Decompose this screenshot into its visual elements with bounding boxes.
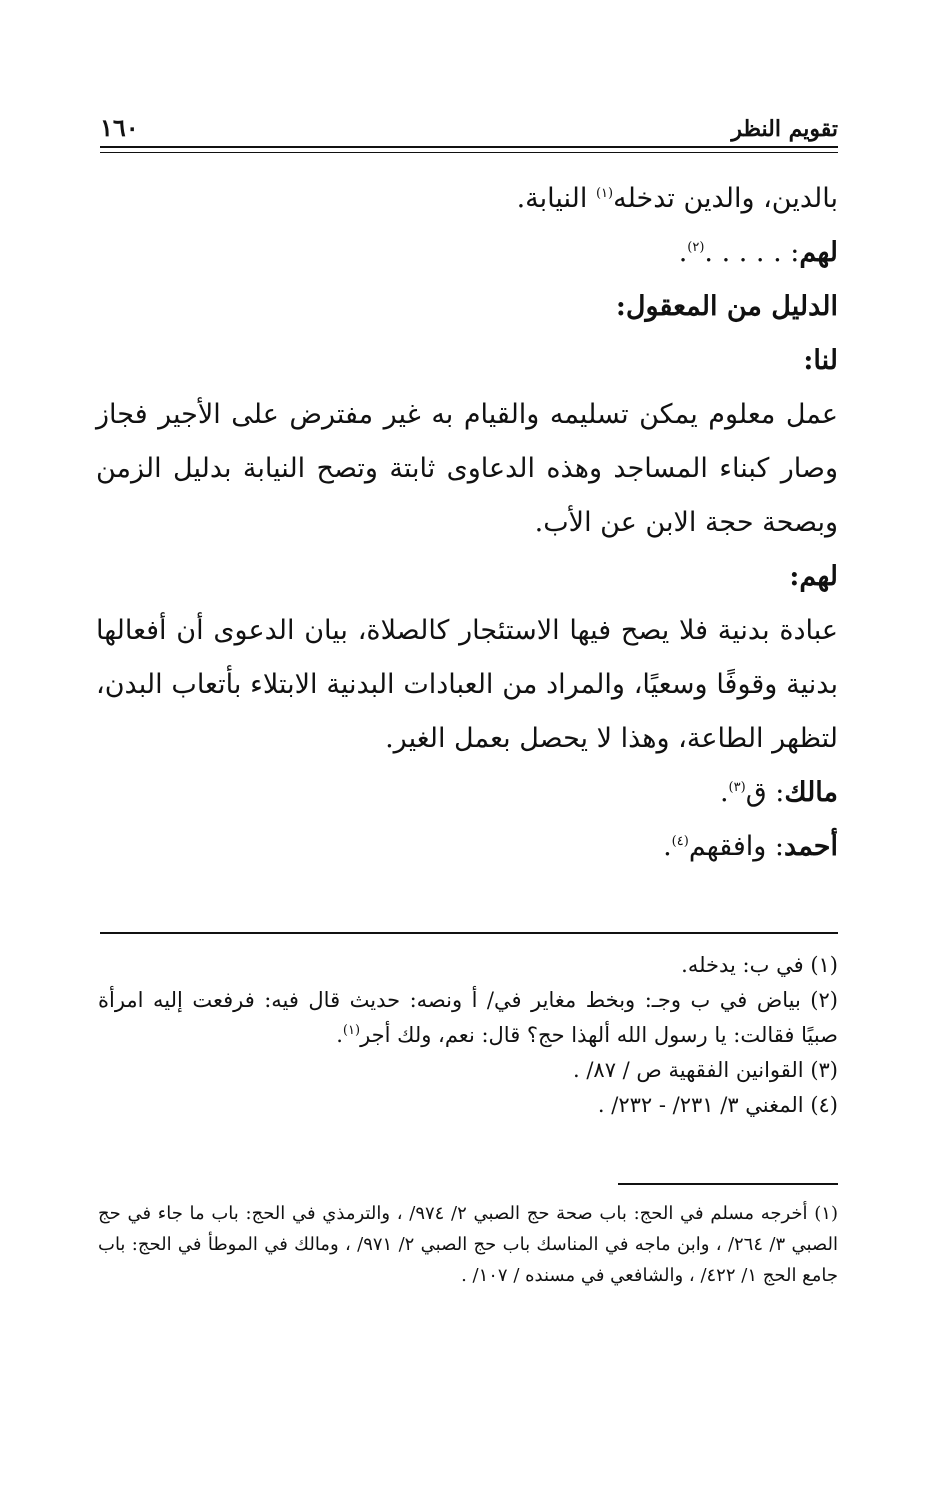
page-number: ١٦٠ [100, 113, 139, 142]
subfootnote-item: (١) أخرجه مسلم في الحج: باب صحة حج الصبي ٢/ ٩٧٤/ ، والترمذي في الحج: باب ما جاء في حج الصبي ٣/ ٢٦٤/ ، وابن ماجه في المناسك باب حج الصبي ٢/ ٩٧١/ ، ومالك في الموطأ في الحج: باب جامع الحج ١/ ٤٢٢/ ، والشافعي في مسنده / ١٠٧/ . [98, 1203, 839, 1286]
subfootnote-ref-1[interactable]: (١) [342, 1023, 361, 1038]
footnote-item: (٤) المغني ٣/ ٢٣١/ - ٢٣٢/ . [597, 1093, 838, 1117]
line-malik: مالك: ق$^{(٣)}$. [719, 777, 838, 808]
header-rule-thin [100, 152, 838, 153]
paragraph-lana: عمل معلوم يمكن تسليمه والقيام به غير مفترض على الأجير فجاز وصار كبناء المساجد وهذه الدعاوى ثابتة وتصح النيابة بدليل الزمن وبصحة حجة الابن عن الأب. [96, 399, 838, 538]
footnote-item: (١) في ب: يدخله. [681, 953, 838, 977]
running-title: تقويم النظر [731, 116, 838, 142]
running-header [100, 102, 838, 142]
subfootnotes [98, 1198, 838, 1291]
subfootnote-separator [618, 1183, 838, 1185]
line-ahmad: أحمد: وافقهم$^{(٤)}$. [663, 831, 838, 862]
footnote-item: (٣) القوانين الفقهية ص / ٨٧/ . [572, 1058, 838, 1082]
line-debt: بالدين، والدين تدخله$^{(١)}$ النيابة. [516, 183, 838, 214]
heading-lahum-2: لهم: [789, 561, 838, 592]
footnote-ref-2[interactable]: (٢) [687, 240, 705, 255]
header-rule-thick [100, 146, 838, 148]
footnotes [98, 948, 838, 1123]
heading-dalil: الدليل من المعقول: [615, 291, 838, 322]
footnote-separator [100, 932, 838, 934]
main-text [96, 172, 838, 874]
footnote-ref-4[interactable]: (٤) [671, 834, 689, 849]
footnote-ref-1[interactable]: (١) [595, 186, 614, 201]
line-lahum-1: لهم: . . . . .$^{(٢)}$. [678, 237, 838, 268]
paragraph-lahum: عبادة بدنية فلا يصح فيها الاستئجار كالصلاة، بيان الدعوى أن أفعالها بدنية وقوفًا وسعيًا، والمراد من العبادات البدنية الابتلاء بأتعاب البدن، لتظهر الطاعة، وهذا لا يحصل بعمل الغير. [96, 615, 838, 754]
footnote-item: (٢) بياض في ب وجـ: وبخط مغاير في/ أ ونصه: حديث قال فيه: فرفعت إليه امرأة صبيًا فقالت: يا رسول الله ألهذا حج؟ قال: نعم، ولك أجر$^{(١)}$. [98, 988, 838, 1047]
footnote-ref-3[interactable]: (٣) [728, 780, 746, 795]
heading-lana: لنا: [803, 345, 838, 376]
